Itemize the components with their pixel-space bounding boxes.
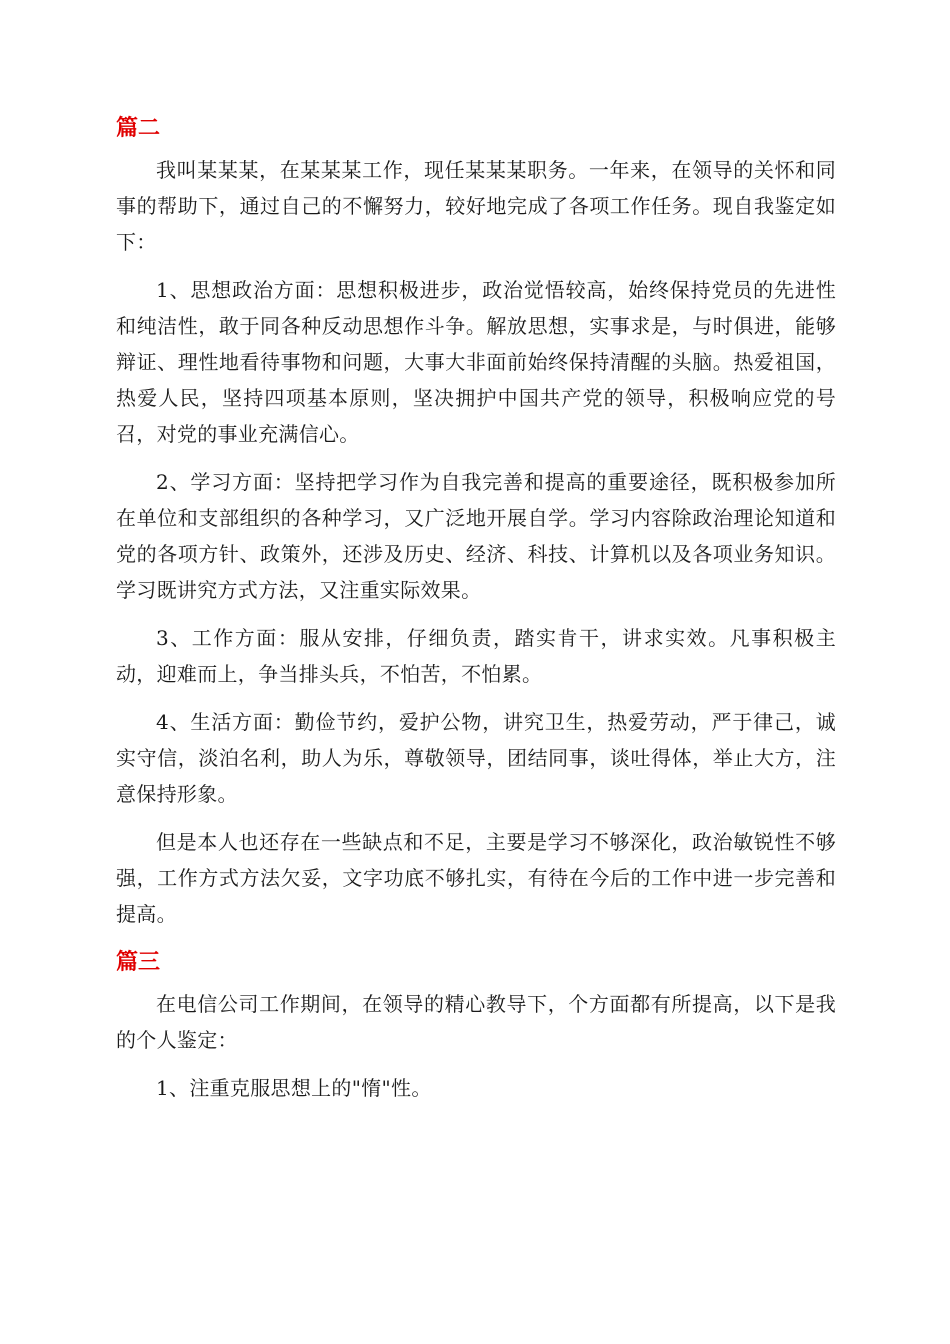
intro-paragraph: 我叫某某某，在某某某工作，现任某某某职务。一年来，在领导的关怀和同事的帮助下，通过自己的不懈努力，较好地完成了各项工作任务。现自我鉴定如下：	[116, 158, 836, 254]
life-paragraph: 4、生活方面：勤俭节约，爱护公物，讲究卫生，热爱劳动，严于律己，诚实守信，淡泊名利，助人为乐，尊敬领导，团结同事，谈吐得体，举止大方，注意保持形象。	[116, 710, 836, 806]
work-paragraph: 3、工作方面：服从安排，仔细负责，踏实肯干，讲求实效。凡事积极主动，迎难而上，争当排头兵，不怕苦，不怕累。	[116, 626, 836, 686]
section-title: 篇二	[116, 116, 161, 141]
section-3	[116, 946, 836, 1106]
document-page	[116, 112, 836, 1118]
section-2	[116, 112, 836, 932]
section-title: 篇三	[116, 950, 161, 975]
list-item-paragraph: 1、注重克服思想上的"惰"性。	[156, 1076, 432, 1100]
politics-paragraph: 1、思想政治方面：思想积极进步，政治觉悟较高，始终保持党员的先进性和纯洁性，敢于同各种反动思想作斗争。解放思想，实事求是，与时俱进，能够辩证、理性地看待事物和问题，大事大非面前始终保持清醒的头脑。热爱祖国，热爱人民，坚持四项基本原则，坚决拥护中国共产党的领导，积极响应党的号召，对党的事业充满信心。	[116, 278, 836, 446]
shortcomings-paragraph: 但是本人也还存在一些缺点和不足，主要是学习不够深化，政治敏锐性不够强，工作方式方法欠妥，文字功底不够扎实，有待在今后的工作中进一步完善和提高。	[116, 830, 836, 926]
study-paragraph: 2、学习方面：坚持把学习作为自我完善和提高的重要途径，既积极参加所在单位和支部组织的各种学习，又广泛地开展自学。学习内容除政治理论知道和党的各项方针、政策外，还涉及历史、经济、科技、计算机以及各项业务知识。学习既讲究方式方法，又注重实际效果。	[116, 470, 836, 602]
intro-paragraph: 在电信公司工作期间，在领导的精心教导下，个方面都有所提高，以下是我的个人鉴定：	[116, 992, 836, 1052]
